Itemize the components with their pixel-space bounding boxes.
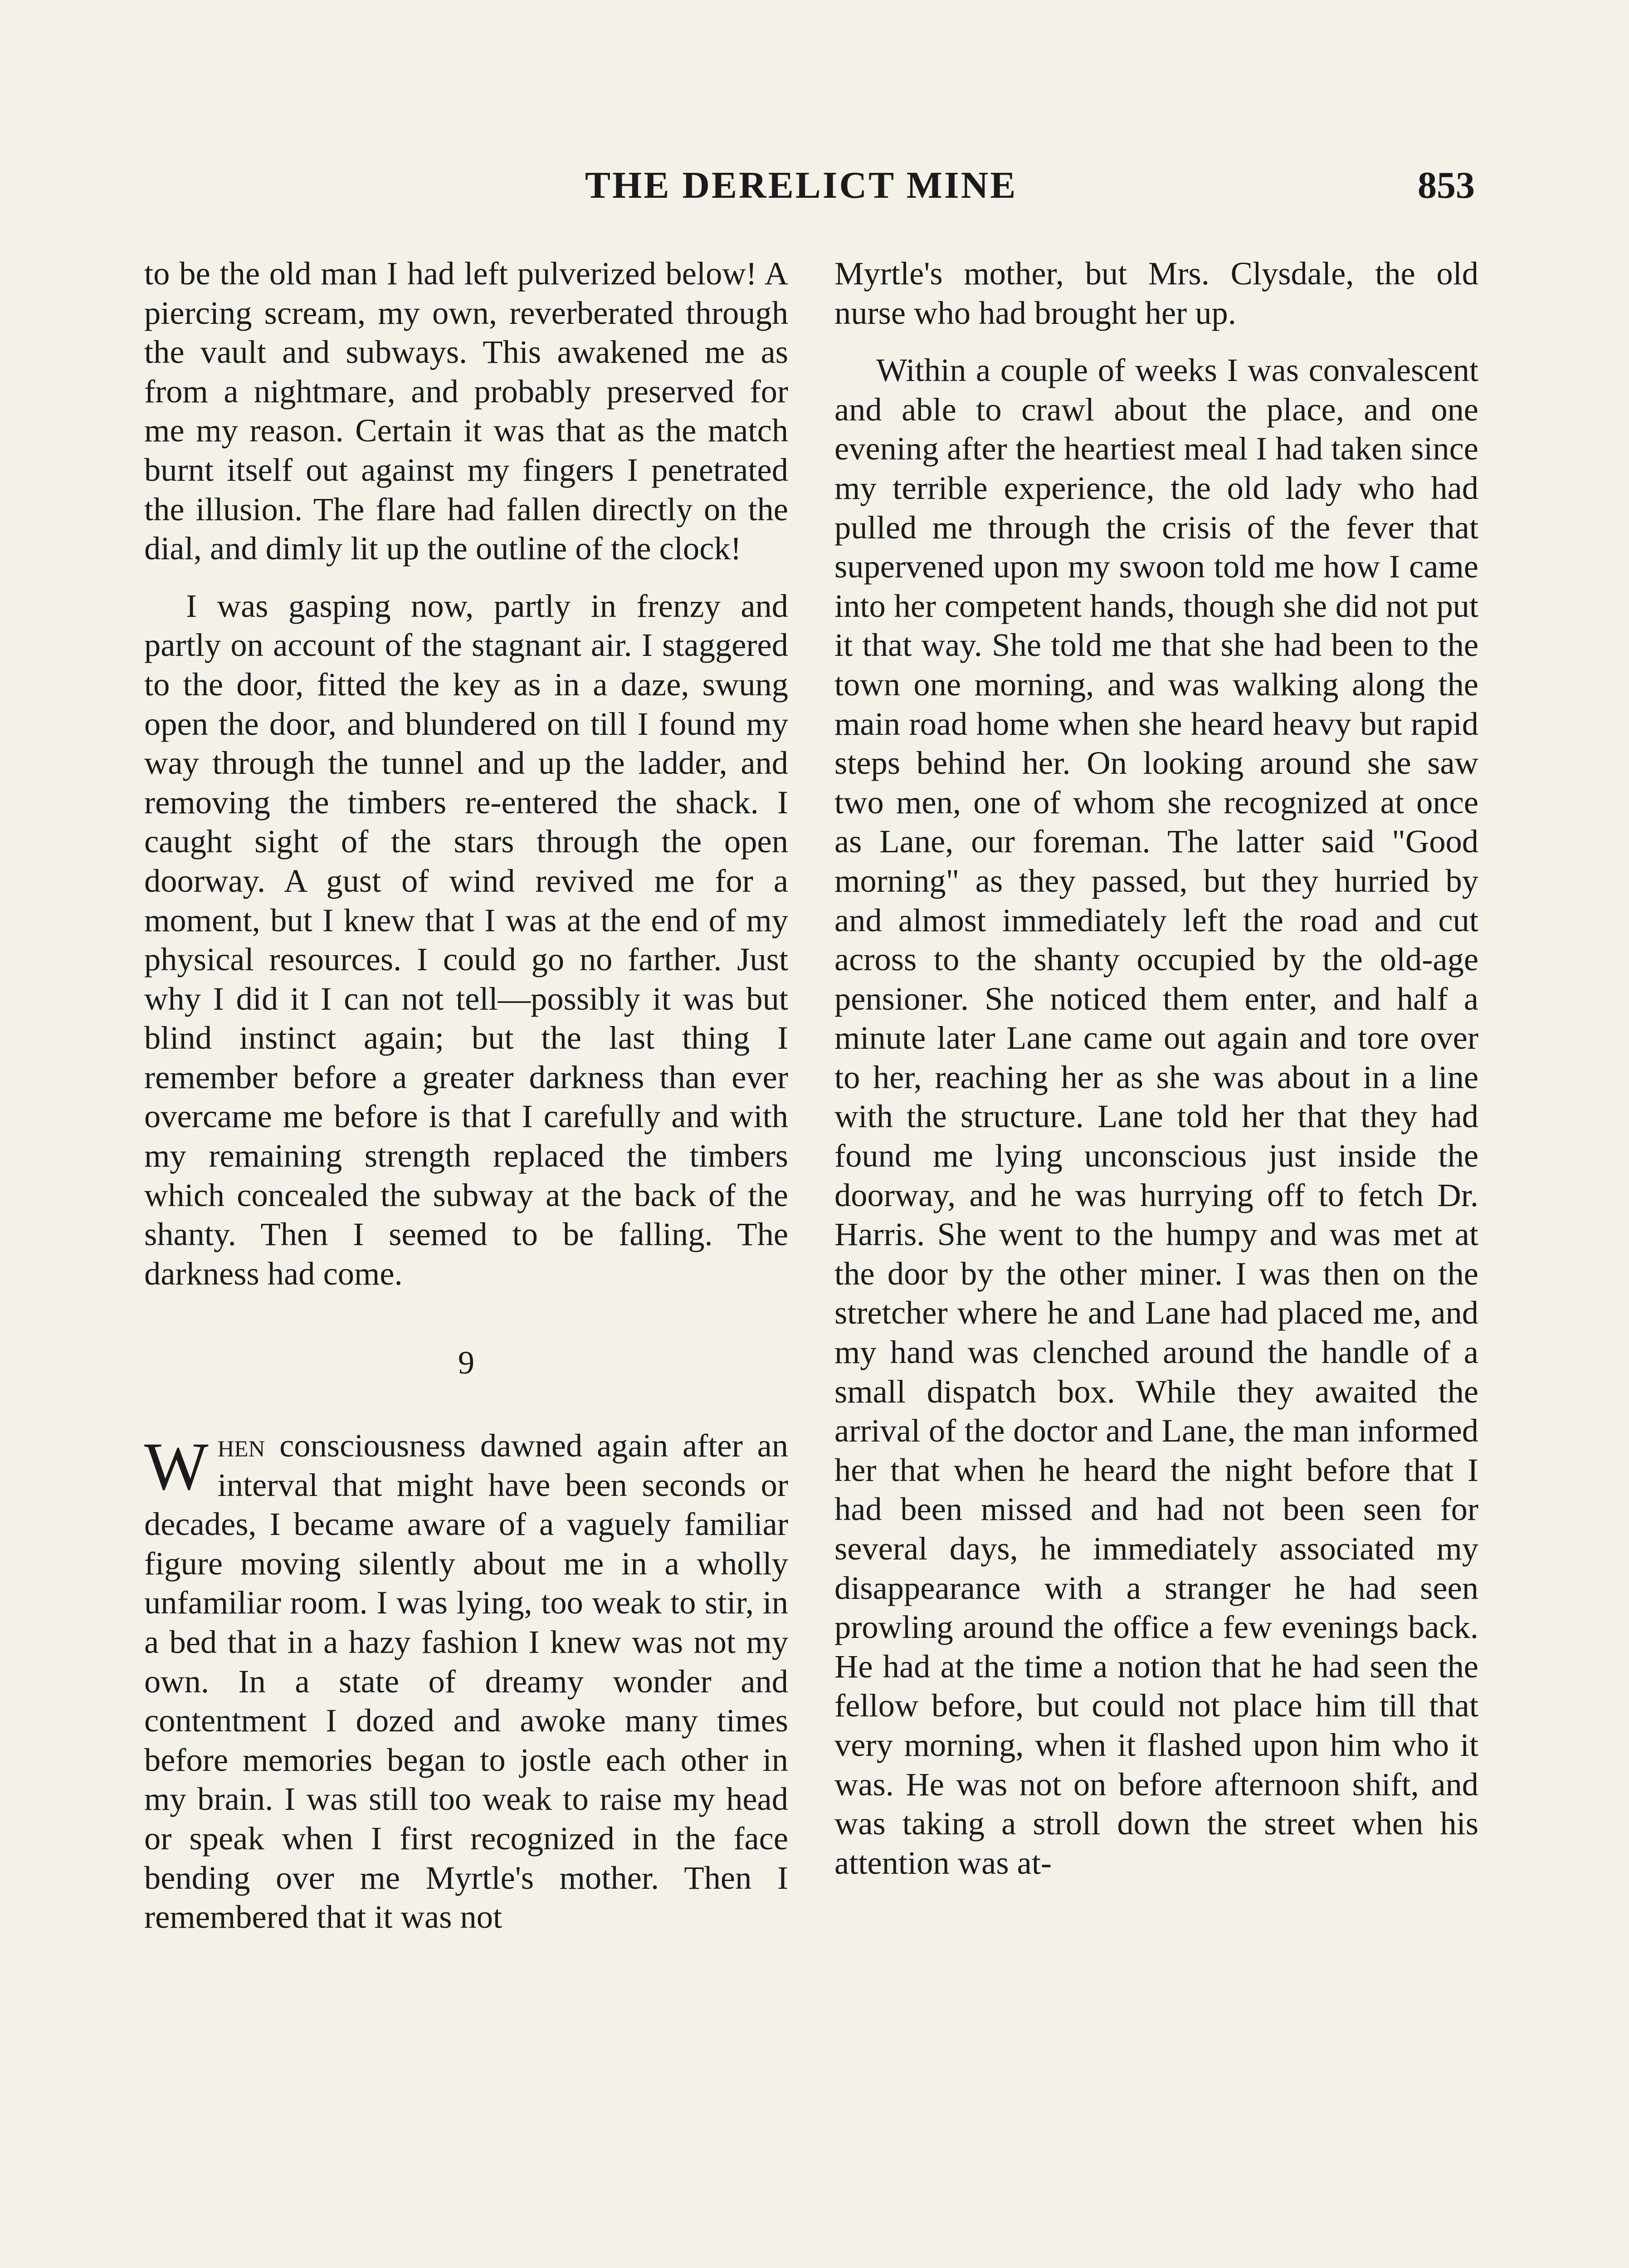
small-caps-lead: hen [217, 1427, 265, 1464]
drop-cap: W [144, 1429, 209, 1505]
right-paragraph-1: Myrtle's mother, but Mrs. Clysdale, the old nurse who had brought her up. [834, 255, 1478, 331]
left-column [144, 254, 788, 1937]
page-number: 853 [1418, 164, 1475, 206]
page-header [0, 163, 1629, 218]
left-paragraph-3-text: consciousness dawned again after an interval that might have been seconds or decades, I became aware of a vaguely familiar figure moving silently about me in a wholly unfamiliar room. I was lying, too weak to stir, in a bed that in a hazy fashion I knew was not my own. In a state of dreamy wonder and contentment I dozed and awoke many times before memories began to jostle each other in my brain. I was still too weak to raise my head or speak when I first recognized in the face bending over me Myrtle's mother. Then I remembered that it was not [144, 1427, 788, 1936]
left-paragraph-3 [144, 1426, 788, 1937]
left-paragraph-1: to be the old man I had left pulverized below! A piercing scream, my own, reverberated through the vault and subways. This awakened me as from a nightmare, and probably preserved for me my reason. Certain it was that as the match burnt itself out against my fingers I penetrated the illusion. The flare had fallen directly on the dial, and dimly lit up the outline of the clock! [144, 255, 788, 567]
section-number: 9 [458, 1344, 475, 1381]
right-column [834, 254, 1478, 1882]
left-paragraph-2: I was gasping now, partly in frenzy and partly on account of the stagnant air. I staggered to the door, fitted the key as in a daze, swung open the door, and blundered on till I found my way through the tunnel and up the ladder, and removing the timbers re-entered the shack. I caught sight of the stars through the open doorway. A gust of wind revived me for a moment, but I knew that I was at the end of my physical resources. I could go no farther. Just why I did it I can not tell—possibly it was but blind instinct again; but the last thing I remember before a greater darkness than ever overcame me before is that I carefully and with my remaining strength replaced the timbers which concealed the subway at the back of the shanty. Then I seemed to be falling. The darkness had come. [144, 587, 788, 1292]
right-paragraph-2: Within a couple of weeks I was convalescent and able to crawl about the place, and one evening after the heartiest meal I had taken since my terrible experience, the old lady who had pulled me through the crisis of the fever that supervened upon my swoon told me how I came into her competent hands, though she did not put it that way. She told me that she had been to the town one morning, and was walking along the main road home when she heard heavy but rapid steps behind her. On looking around she saw two men, one of whom she recognized at once as Lane, our foreman. The latter said "Good morning" as they passed, but they hurried by and almost immediately left the road and cut across to the shanty occupied by the old-age pensioner. She noticed them enter, and half a minute later Lane came out again and tore over to her, reaching her as she was about in a line with the structure. Lane told her that they had found me lying unconscious just inside the doorway, and he was hurrying off to fetch Dr. Harris. She went to the humpy and was met at the door by the other miner. I was then on the stretcher where he and Lane had placed me, and my hand was clenched around the handle of a small dispatch box. While they awaited the arrival of the doctor and Lane, the man informed her that when he heard the night before that I had been missed and had not been seen for several days, he immediately associated my disappearance with a stranger he had seen prowling around the office a few evenings back. He had at the time a notion that he had seen the fellow before, but could not place him till that very morning, when it flashed upon him who it was. He was not on before afternoon shift, and was taking a stroll down the street when his attention was at- [834, 352, 1478, 1881]
running-title: THE DERELICT MINE [585, 164, 1018, 206]
